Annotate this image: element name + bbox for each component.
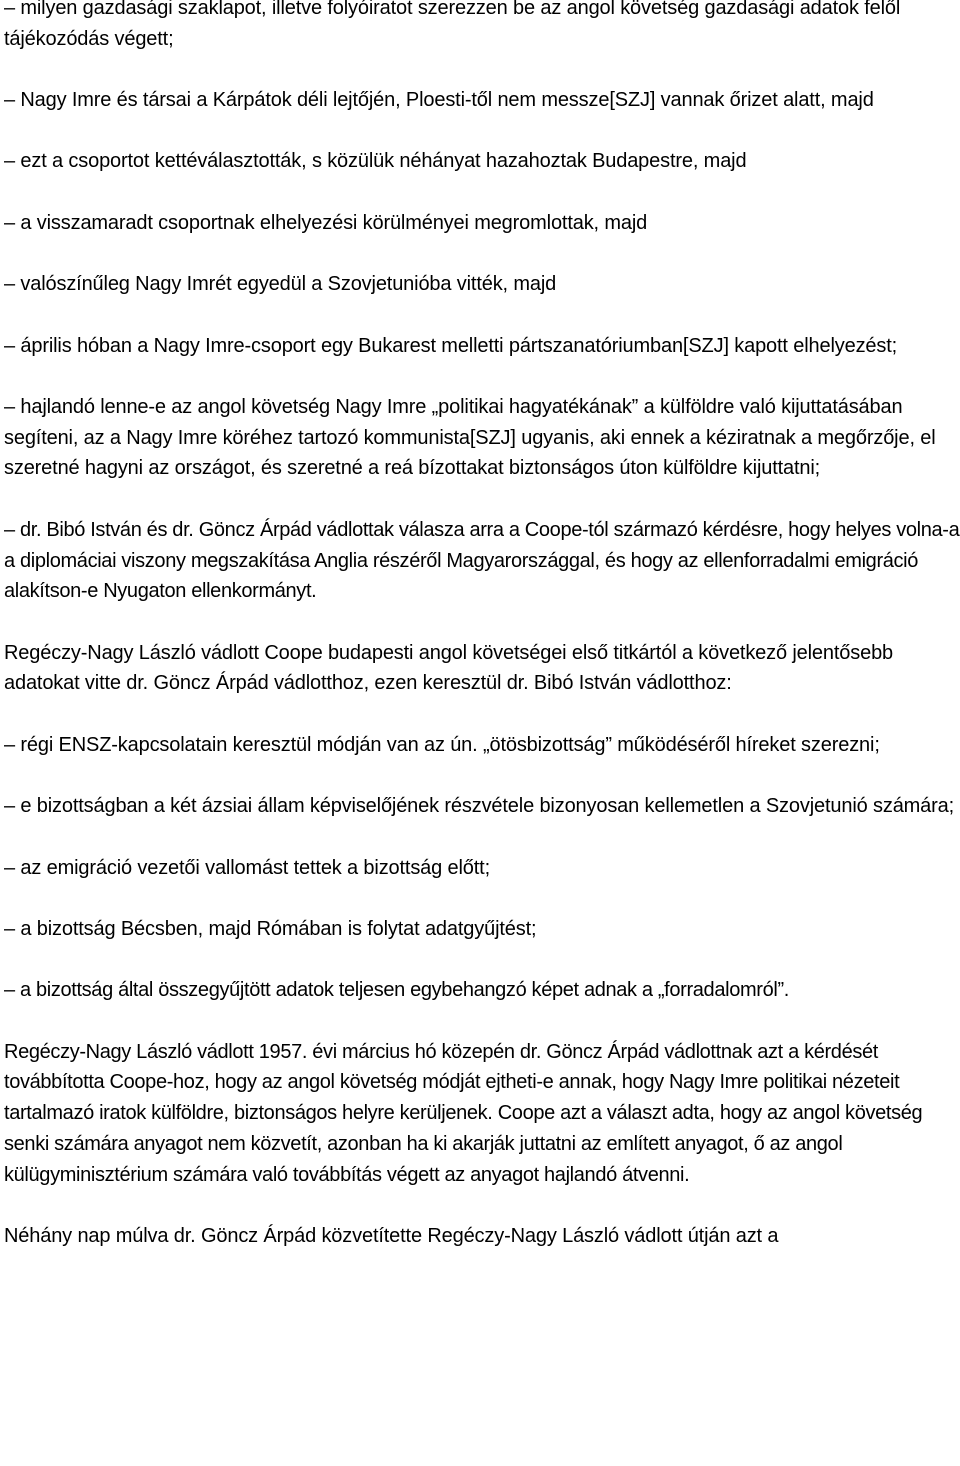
list-item: – a bizottság Bécsben, majd Rómában is folytat adatgyűjtést;	[4, 917, 537, 940]
list-item: – Nagy Imre és társai a Kárpátok déli lejtőjén, Ploesti-től nem messze[SZJ] vannak őrizet alatt, majd	[4, 89, 874, 112]
list-item: – a visszamaradt csoportnak elhelyezési körülményei megromlottak, majd	[4, 211, 648, 234]
document-page	[4, 0, 960, 1282]
body-paragraph: Néhány nap múlva dr. Göncz Árpád közvetítette Regéczy-Nagy László vádlott útján azt a	[4, 1224, 779, 1247]
body-paragraph: Regéczy-Nagy László vádlott 1957. évi március hó közepén dr. Göncz Árpád vádlottnak azt a kérdését továbbította Coope-hoz, hogy az angol követség módját ejtheti-e annak, hogy Nagy Imre politikai nézeteit tartalmazó iratok külföldre, biztonságos helyre kerüljenek. Coope azt a választ adta, hogy az angol követség senki számára anyagot nem közvetít, azonban ha ki akarják juttatni az említett anyagot, ő az angol külügyminisztérium számára való továbbítás végett az anyagot hajlandó átvenni.	[4, 1040, 923, 1186]
list-item: – az emigráció vezetői vallomást tettek a bizottság előtt;	[4, 856, 490, 879]
list-item: – dr. Bibó István és dr. Göncz Árpád vádlottak válasza arra a Coope-tól származó kérdésre, hogy helyes volna-a a diplomáciai viszony megszakítása Anglia részéről Magyarországgal, és hogy az ellenforradalmi emigráció alakítson-e Nyugaton ellenkormányt.	[4, 518, 960, 603]
list-item: – a bizottság által összegyűjtött adatok teljesen egybehangzó képet adnak a „forradalomról”.	[4, 979, 789, 1002]
list-item: – valószínűleg Nagy Imrét egyedül a Szovjetunióba vitték, majd	[4, 273, 557, 296]
list-item: – ezt a csoportot kettéválasztották, s közülük néhányat hazahoztak Budapestre, majd	[4, 150, 747, 173]
list-item: – régi ENSZ-kapcsolatain keresztül módján van az ún. „ötösbizottság” működéséről híreket szerezni;	[4, 733, 880, 756]
list-item: – április hóban a Nagy Imre-csoport egy Bukarest melletti pártszanatóriumban[SZJ] kapott elhelyezést;	[4, 334, 898, 357]
body-paragraph: Regéczy-Nagy László vádlott Coope budapesti angol követségei első titkártól a következő jelentősebb adatokat vitte dr. Göncz Árpád vádlotthoz, ezen keresztül dr. Bibó István vádlotthoz:	[4, 641, 894, 695]
list-item: – e bizottságban a két ázsiai állam képviselőjének részvétele bizonyosan kellemetlen a Szovjetunió számára;	[4, 795, 955, 818]
list-item: – hajlandó lenne-e az angol követség Nagy Imre „politikai hagyatékának” a külföldre való kijuttatásában segíteni, az a Nagy Imre köréhez tartozó kommunista[SZJ] ugyanis, aki ennek a kéziratnak a megőrzője, el szeretné hagyni az országot, és szeretné a reá bízottakat biztonságos úton külföldre kijuttatni;	[4, 396, 936, 480]
list-item: – milyen gazdasági szaklapot, illetve folyóiratot szerezzen be az angol követség gazdasági adatok felől tájékozódás végett;	[4, 0, 901, 50]
